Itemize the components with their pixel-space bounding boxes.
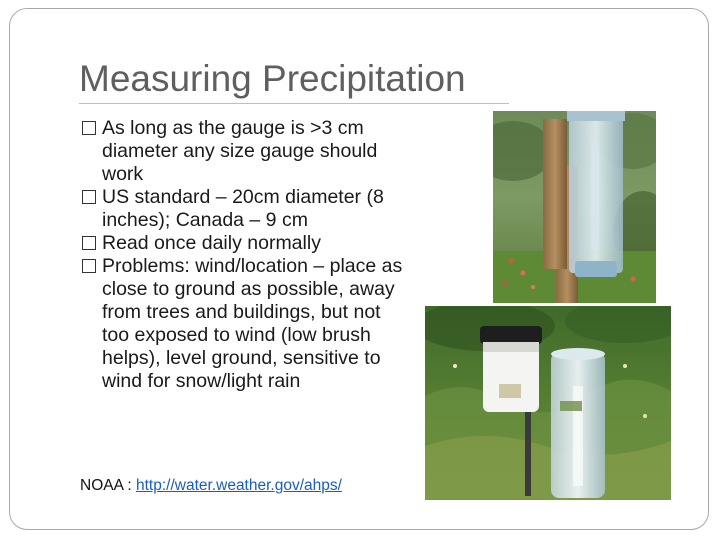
bullet-item: [80, 186, 410, 232]
source-link[interactable]: http://water.weather.gov/ahps/: [136, 477, 342, 494]
checkbox-bullet-icon: [82, 259, 96, 273]
checkbox-bullet-icon: [82, 121, 96, 135]
bullet-text: Problems: wind/location – place as close to ground as possible, away from trees and buildings, but not too exposed to wind (low brush helps), level ground, sensitive to wind for snow/light rain: [102, 255, 403, 392]
checkbox-bullet-icon: [82, 190, 96, 204]
bullet-list: [80, 117, 410, 393]
bullet-item: [80, 232, 410, 255]
source-citation: [80, 477, 342, 495]
rain-gauges-in-grass-photo: [425, 306, 671, 500]
slide-title: Measuring Precipitation: [79, 58, 466, 99]
bullet-item: [80, 117, 410, 186]
checkbox-bullet-icon: [82, 236, 96, 250]
bullet-text: As long as the gauge is >3 cm diameter any size gauge should work: [102, 117, 378, 185]
bullet-item: [80, 255, 410, 393]
title-underline: [79, 103, 509, 104]
source-label: NOAA :: [80, 477, 132, 494]
bullet-text: US standard – 20cm diameter (8 inches); Canada – 9 cm: [102, 186, 384, 231]
bullet-text: Read once daily normally: [102, 232, 321, 254]
rain-gauge-on-post-photo: [493, 111, 656, 303]
